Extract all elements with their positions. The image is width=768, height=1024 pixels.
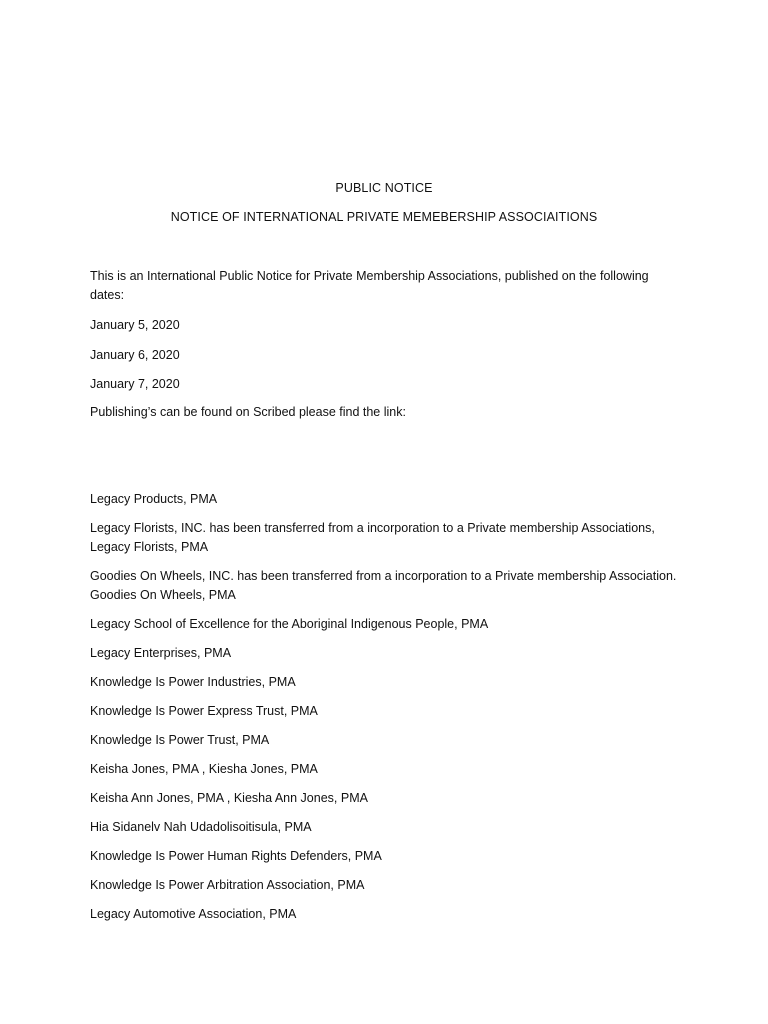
entity-item: Legacy Florists, INC. has been transferred from a incorporation to a Private membership Associations, Legacy Florists, PMA [90,521,655,554]
entity-item: Hia Sidanelv Nah Udadolisoitisula, PMA [90,820,312,834]
entity-item: Knowledge Is Power Express Trust, PMA [90,704,318,718]
entity-item: Keisha Ann Jones, PMA , Kiesha Ann Jones, PMA [90,791,368,805]
entity-item: Goodies On Wheels, INC. has been transferred from a incorporation to a Private membership Association. Goodies On Wheels, PMA [90,569,677,602]
document-title: PUBLIC NOTICE [335,181,433,195]
link-text: Publishing’s can be found on Scribed please find the link: [90,405,406,419]
entity-item: Legacy Enterprises, PMA [90,646,232,660]
publication-dates [90,316,680,405]
intro-text: This is an International Public Notice for Private Membership Associations, published on the following dates: [90,269,649,302]
intro-paragraph [90,267,680,315]
entity-item: Legacy School of Excellence for the Aboriginal Indigenous People, PMA [90,617,489,631]
publication-date: January 7, 2020 [90,377,180,391]
entity-item: Legacy Automotive Association, PMA [90,907,297,921]
entity-item: Keisha Jones, PMA , Kiesha Jones, PMA [90,762,318,776]
entity-item: Legacy Products, PMA [90,492,218,506]
publication-date: January 5, 2020 [90,318,180,332]
entity-list [90,490,680,934]
publication-date: January 6, 2020 [90,347,180,362]
link-paragraph [90,403,680,432]
entity-item: Knowledge Is Power Arbitration Association, PMA [90,878,365,892]
entity-item: Knowledge Is Power Trust, PMA [90,733,270,747]
entity-item: Knowledge Is Power Industries, PMA [90,675,296,689]
document-subtitle: NOTICE OF INTERNATIONAL PRIVATE MEMEBERSHIP ASSOCIAITIONS [170,210,598,224]
entity-item: Knowledge Is Power Human Rights Defenders, PMA [90,849,382,863]
